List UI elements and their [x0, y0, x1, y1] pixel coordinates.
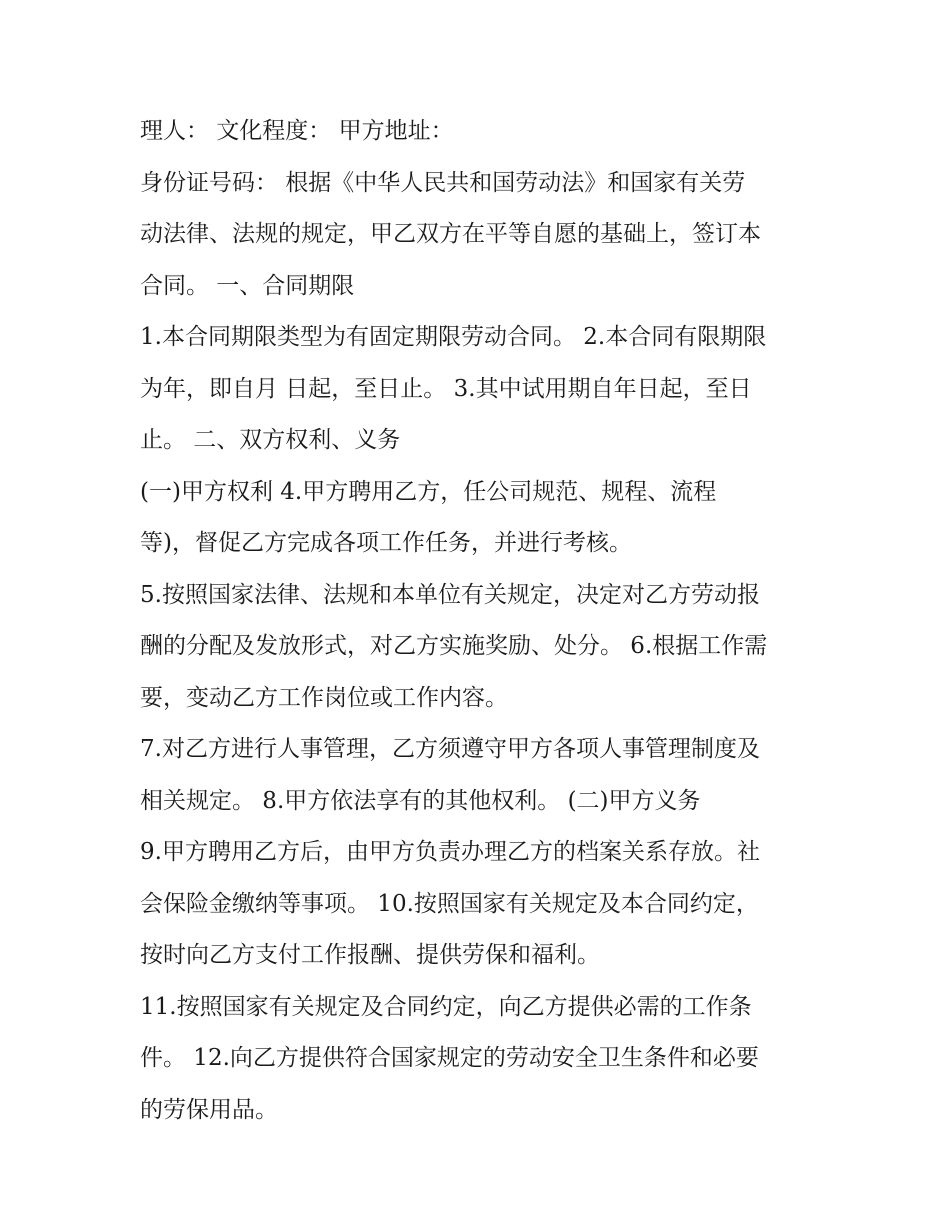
text-line: 酬的分配及发放形式，对乙方实施奖励、处分。 6.根据工作需 — [140, 633, 768, 659]
text-line: 等)，督促乙方完成各项工作任务，并进行考核。 — [140, 530, 632, 556]
text-line: 理人： 文化程度： 甲方地址： — [140, 118, 454, 144]
text-line: 11.按照国家有关规定及合同约定，向乙方提供必需的工作条 — [140, 993, 752, 1020]
text-line: 5.按照国家法律、法规和本单位有关规定，决定对乙方劳动报 — [140, 581, 760, 608]
text-line: 相关规定。 8.甲方依法享有的其他权利。 (二)甲方义务 — [140, 787, 701, 814]
text-line: 为年，即自月 日起，至日止。 3.其中试用期自年日起，至日 — [140, 375, 752, 402]
text-line: 会保险金缴纳等事项。 10.按照国家有关规定及本合同约定， — [140, 890, 759, 917]
text-line: 9.甲方聘用乙方后，由甲方负责办理乙方的档案关系存放。社 — [140, 839, 760, 865]
document-body — [140, 106, 820, 1136]
text-line: 身份证号码： 根据《中华人民共和国劳动法》和国家有关劳 — [140, 169, 746, 196]
text-line: 的劳保用品。 — [140, 1096, 278, 1123]
text-line: 要，变动乙方工作岗位或工作内容。 — [140, 684, 508, 711]
text-line: 止。 二、双方权利、义务 — [140, 427, 401, 453]
text-line: 动法律、法规的规定，甲乙双方在平等自愿的基础上，签订本 — [140, 221, 761, 247]
text-line: 合同。 一、合同期限 — [140, 272, 355, 299]
text-line: 7.对乙方进行人事管理，乙方须遵守甲方各项人事管理制度及 — [140, 736, 760, 762]
text-line: (一)甲方权利 4.甲方聘用乙方，任公司规范、规程、流程 — [140, 478, 717, 505]
text-line: 按时向乙方支付工作报酬、提供劳保和福利。 — [140, 942, 600, 968]
text-line: 件。 12.向乙方提供符合国家规定的劳动安全卫生条件和必要 — [140, 1045, 759, 1071]
text-line: 1.本合同期限类型为有固定期限劳动合同。 2.本合同有限期限 — [140, 324, 767, 350]
